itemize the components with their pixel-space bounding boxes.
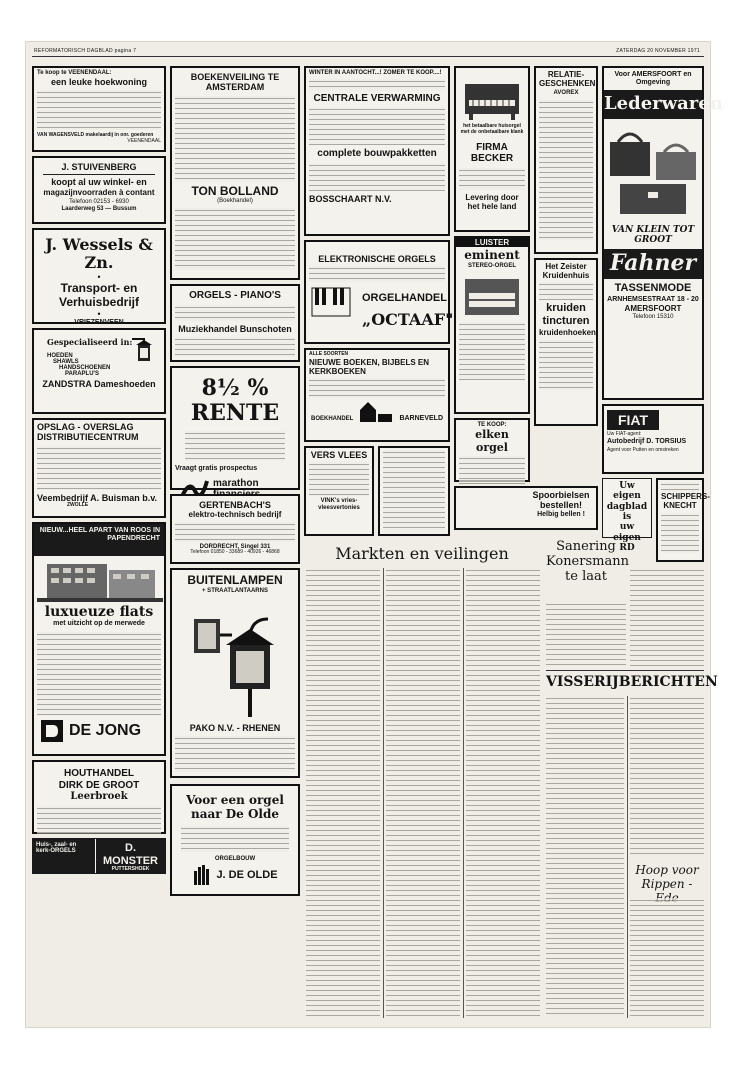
- ad-kruiden: [534, 258, 598, 426]
- headline-markten: Markten en veilingen: [335, 544, 509, 563]
- piano-keys-icon: [312, 288, 350, 316]
- ad-bijbels-top: ALLE SOORTEN: [309, 351, 349, 357]
- ad-wessels-name: J. Wessels & Zn.: [45, 235, 153, 273]
- ad-bijbels-title: NIEUWE BOEKEN, BIJBELS EN KERKBOEKEN: [309, 357, 430, 376]
- ad-fiat-brand: FIAT: [617, 412, 649, 428]
- ad-zandstra-i2: SHAWLS: [53, 359, 79, 366]
- ad-houthandel-l3: Leerbroek: [70, 791, 128, 802]
- ad-dagblad: [602, 478, 652, 554]
- ad-rente-body: [185, 431, 285, 461]
- ad-stuivenberg-name: J. STUIVENBERG: [61, 162, 137, 172]
- ad-boekenveiling-body2: [175, 208, 295, 270]
- article-visserij-col1: [546, 696, 624, 1018]
- ad-boekenveiling-sub: (Boekhandel): [217, 198, 253, 205]
- ad-verwarming-body2: [309, 163, 445, 191]
- article-visserij-col2: [630, 696, 704, 856]
- ad-stuivenberg-tel: Telefoon 02153 - 6930: [69, 198, 129, 205]
- ad-buitenlampen-body: [175, 736, 295, 772]
- ad-luister-brand: eminent: [464, 248, 520, 263]
- ad-zandstra-i4: PARAPLU'S: [65, 371, 99, 378]
- flats-illustration: [37, 558, 163, 602]
- page-header-right: ZATERDAG 20 NOVEMBER 1971: [616, 48, 700, 54]
- bullet-icon: •: [96, 272, 102, 282]
- handbags-illustration: [604, 122, 702, 222]
- lantern-icon: [130, 336, 156, 368]
- ad-relatie-name: AVOREX: [553, 90, 579, 97]
- ad-opslag-city: ZWOLLE: [67, 502, 89, 509]
- ad-wessels: [32, 228, 166, 324]
- ad-bijbels-city: BARNEVELD: [399, 415, 443, 423]
- ad-rente-footer: Vraagt gratis prospectus: [175, 464, 258, 472]
- ad-stuivenberg-line2: magazijnvoorraden à contant: [43, 187, 155, 197]
- ad-monster-right: D. MONSTER: [103, 842, 158, 867]
- ad-zandstra-i3: HANDSCHOENEN: [59, 365, 111, 372]
- ad-deolde-brand: J. DE OLDE: [216, 869, 278, 882]
- ad-orgels-name: Muziekhandel Bunschoten: [178, 323, 292, 334]
- article-right-top: [630, 568, 704, 666]
- ad-gertenbach-footer: DORDRECHT, Singel 331: [199, 543, 271, 550]
- ad-orgel-koop-title: elken orgel: [475, 427, 509, 454]
- ad-kruiden-title: Het Zeister Kruidenhuis: [542, 262, 590, 281]
- header-rule: [32, 56, 704, 57]
- ad-veenendaal-foot2: VEENENDAAL: [127, 137, 161, 144]
- ad-veenendaal-top: Te koop te VEENENDAAL:: [37, 70, 112, 76]
- ad-houthandel-l1: HOUTHANDEL: [64, 768, 134, 779]
- ad-vlees-name: VINK's vries-vleesvertonies: [318, 498, 360, 512]
- ad-orgels-body2: [175, 337, 295, 357]
- headline-sanering: Sanering Konersmann te laat: [546, 539, 629, 584]
- ad-lederwaren-sub: TASSENMODE: [614, 281, 692, 294]
- ad-wessels-l1: Transport- en: [60, 280, 138, 295]
- ad-gertenbach-body: [175, 522, 295, 542]
- ad-lederwaren-tel: Telefoon 15310: [632, 313, 674, 320]
- ad-schippers-title: SCHIPPERS-KNECHT: [661, 492, 710, 511]
- ad-firma-becker: [454, 66, 530, 232]
- ad-dagblad-l2: dagblad is: [606, 501, 648, 523]
- ad-kruiden-l2: tincturen: [542, 315, 590, 328]
- ad-veenendaal: [32, 66, 166, 152]
- ad-verwarming-top: WINTER IN AANTOCHT...! ZOMER TE KOOP....!: [309, 70, 442, 76]
- ad-opslag-body: [37, 446, 161, 490]
- ad-veenendaal-title: een leuke hoekwoning: [50, 76, 148, 87]
- ad-octaaf-brand: „OCTAAF": [362, 310, 454, 329]
- ad-rente-brand: marathon: [213, 478, 259, 490]
- article-markten-col2: [386, 568, 460, 1018]
- ad-kruiden-l1: kruiden: [546, 302, 586, 315]
- ad-zandstra-intro: Gespecialiseerd in:: [47, 337, 133, 347]
- ad-flats-body: [37, 632, 161, 716]
- ad-relatie-title: RELATIE-GESCHENKEN: [539, 70, 596, 89]
- headline-hoop: Hoop voor Rippen -: [635, 863, 699, 891]
- ad-gertenbach-l1: GERTENBACH'S: [199, 500, 271, 510]
- ad-houthandel-l2: DIRK DE GROOT: [58, 779, 140, 791]
- ad-gertenbach-tel: Telefoon 01850 - 33689 - 40926 - 46868: [190, 549, 280, 556]
- ad-spoorb-sub: Helbig bellen !: [537, 510, 585, 518]
- ad-stuivenberg: [32, 156, 166, 224]
- article-markten-col3: [466, 568, 540, 1018]
- ad-spoorb-title: Spoorbielsen bestellen!: [532, 490, 590, 511]
- ad-lederwaren: [602, 66, 723, 400]
- ad-orgels-body: [175, 305, 295, 321]
- ad-spoorbielsen: [454, 486, 598, 530]
- ad-fiat-name: Autobedrijf D. TORSIUS: [607, 437, 687, 445]
- ad-verwarming-name: BOSSCHAART N.V.: [309, 193, 392, 204]
- ad-octaaf-shop: ORGELHANDEL: [362, 292, 447, 304]
- ad-lederwaren-brand: Fahner: [609, 250, 697, 277]
- ad-luister-top: LUISTER: [456, 238, 528, 247]
- ad-zandstra-name: ZANDSTRA Dameshoeden: [42, 379, 156, 390]
- ad-dagblad-l1: Uw eigen: [613, 481, 641, 502]
- ad-fiat-line: Uw FIAT-agent:: [607, 431, 642, 438]
- ad-rente: [170, 366, 300, 490]
- ad-gertenbach-l2: elektro-technisch bedrijf: [188, 510, 282, 520]
- ad-wessels-l2: Verhuisbedrijf: [58, 294, 140, 309]
- ad-vlees-title: VERS VLEES: [310, 450, 368, 460]
- ad-lederwaren-top: Voor AMERSFOORT en Omgeving: [614, 71, 692, 87]
- ad-vlees: [304, 446, 374, 536]
- ad-boekenveiling-title: BOEKENVEILING TE AMSTERDAM: [190, 72, 280, 93]
- ad-lederwaren-addr: ARNHEMSESTRAAT 18 - 20: [607, 296, 699, 304]
- ad-lederwaren-city: AMERSFOORT: [624, 304, 682, 314]
- ad-stuivenberg-line1: koopt al uw winkel- en: [51, 177, 147, 188]
- ad-flats-top: NIEUW...HEEL APART VAN ROOS IN PAPENDRECHT: [39, 527, 160, 543]
- ad-flats-title: luxueuze flats: [44, 604, 154, 620]
- ad-verwarming-body: [309, 107, 445, 145]
- ad-zandstra-i1: HOEDEN: [47, 353, 73, 360]
- ad-firma-tail: Levering door het hele land: [465, 192, 519, 211]
- street-lantern-illustration: [180, 599, 290, 719]
- ad-lederwaren-title: Lederwaren: [604, 93, 723, 115]
- ad-deolde-body: [181, 826, 289, 852]
- ad-firma-slogan: het betaalbare huisorgel met de onbetaalbare klank: [460, 123, 524, 135]
- ad-opslag: [32, 418, 166, 518]
- ad-fiat-right: Agent voor Putten en omstreken: [607, 446, 679, 453]
- ad-houthandel: [32, 760, 166, 834]
- organ-pipes-icon: [192, 865, 212, 885]
- ad-boekenveiling: [170, 66, 300, 280]
- ad-octaaf-title: ELEKTRONISCHE ORGELS: [318, 254, 436, 264]
- ad-luister: [454, 236, 530, 414]
- article-markten-col1: [306, 568, 380, 1018]
- ad-rente-big: 8½ % RENTE: [190, 375, 280, 427]
- ad-dagblad-l3: uw eigen: [613, 522, 641, 543]
- ad-buitenlampen: [170, 568, 300, 778]
- ad-gertenbach: [170, 494, 300, 564]
- ad-buitenlampen-name: PAKO N.V. - RHENEN: [189, 722, 281, 733]
- ad-opslag-title: OPSLAG - OVERSLAG DISTRIBUTIECENTRUM: [37, 422, 139, 443]
- ad-wessels-l3: VRIEZENVEEN: [74, 318, 124, 326]
- ad-orgels: [170, 284, 300, 362]
- ad-monster-sub: PUTTERSHOEK: [111, 866, 150, 873]
- ad-monster-left: Huis-, zaal- en kerk-ORGELS: [36, 842, 77, 854]
- ad-kruiden-l3: kruidenhoeken: [539, 327, 596, 337]
- ad-deolde-sub: ORGELBOUW: [214, 855, 256, 862]
- ad-fiat: [602, 404, 704, 474]
- ad-buitenlampen-sub: + STRAATLANTAARNS: [202, 587, 268, 594]
- ad-monster: [32, 838, 166, 874]
- ad-verwarming-sub: complete bouwpakketten: [317, 148, 437, 160]
- ad-orgels-title: ORGELS - PIANO'S: [189, 290, 281, 301]
- ad-schippers: [656, 478, 710, 562]
- ad-deolde: [170, 784, 300, 896]
- stereo-organ-illustration: [461, 273, 523, 319]
- headline-visserij: VISSERIJBERICHTEN: [546, 674, 718, 690]
- ad-opslag-name: Veembedrijf A. Buisman b.v.: [37, 492, 158, 503]
- ad-houthandel-body: [37, 806, 161, 834]
- ad-orgel-koop-top: TE KOOP:: [477, 422, 507, 428]
- ad-bijbels: [304, 348, 450, 442]
- ad-luister-sub: STEREO-ORGEL: [467, 262, 516, 269]
- ad-orgel-koop: [454, 418, 530, 482]
- house-organ-illustration: [459, 74, 525, 120]
- ad-octaaf: [304, 240, 454, 344]
- church-icon: [356, 400, 396, 422]
- ad-flats-brand: DE JONG: [69, 722, 142, 740]
- ad-boekhandel-small: [378, 446, 450, 536]
- newspaper-page: [26, 42, 723, 1027]
- ad-zandstra: [32, 328, 166, 414]
- ad-veenendaal-footer: VAN WAGENSVELD makelaardij in onr. goederen: [37, 132, 154, 139]
- ad-deolde-title: Voor een orgel naar De Olde: [186, 793, 284, 821]
- bullet-icon: •: [96, 309, 102, 319]
- ad-buitenlampen-title: BUITENLAMPEN: [187, 573, 283, 587]
- ad-boekenveiling-name: TON BOLLAND: [191, 183, 279, 198]
- article-sanering-body: [546, 602, 626, 666]
- ad-verwarming: [304, 66, 450, 236]
- page-header-left: REFORMATORISCH DAGBLAD pagina 7: [34, 48, 137, 54]
- ad-lederwaren-tag: VAN KLEIN TOT GROOT: [611, 224, 695, 246]
- ad-bijbels-brand: BOEKHANDEL: [311, 416, 354, 423]
- dejong-logo-icon: [41, 720, 63, 742]
- ad-firma-name: FIRMA BECKER: [470, 141, 514, 164]
- ad-verwarming-title: CENTRALE VERWARMING: [313, 92, 441, 104]
- ad-veenendaal-body: [37, 90, 161, 130]
- ad-flats-sub: met uitzicht op de merwede: [53, 620, 145, 628]
- ad-boekenveiling-body: [175, 96, 295, 182]
- article-hoop-body: [630, 898, 704, 1018]
- ad-dagblad-l4: RD: [619, 543, 635, 554]
- ad-relatie: [534, 66, 598, 254]
- ad-stuivenberg-addr: Laarderweg 53 — Bussum: [61, 205, 137, 212]
- ad-flats: [32, 522, 166, 756]
